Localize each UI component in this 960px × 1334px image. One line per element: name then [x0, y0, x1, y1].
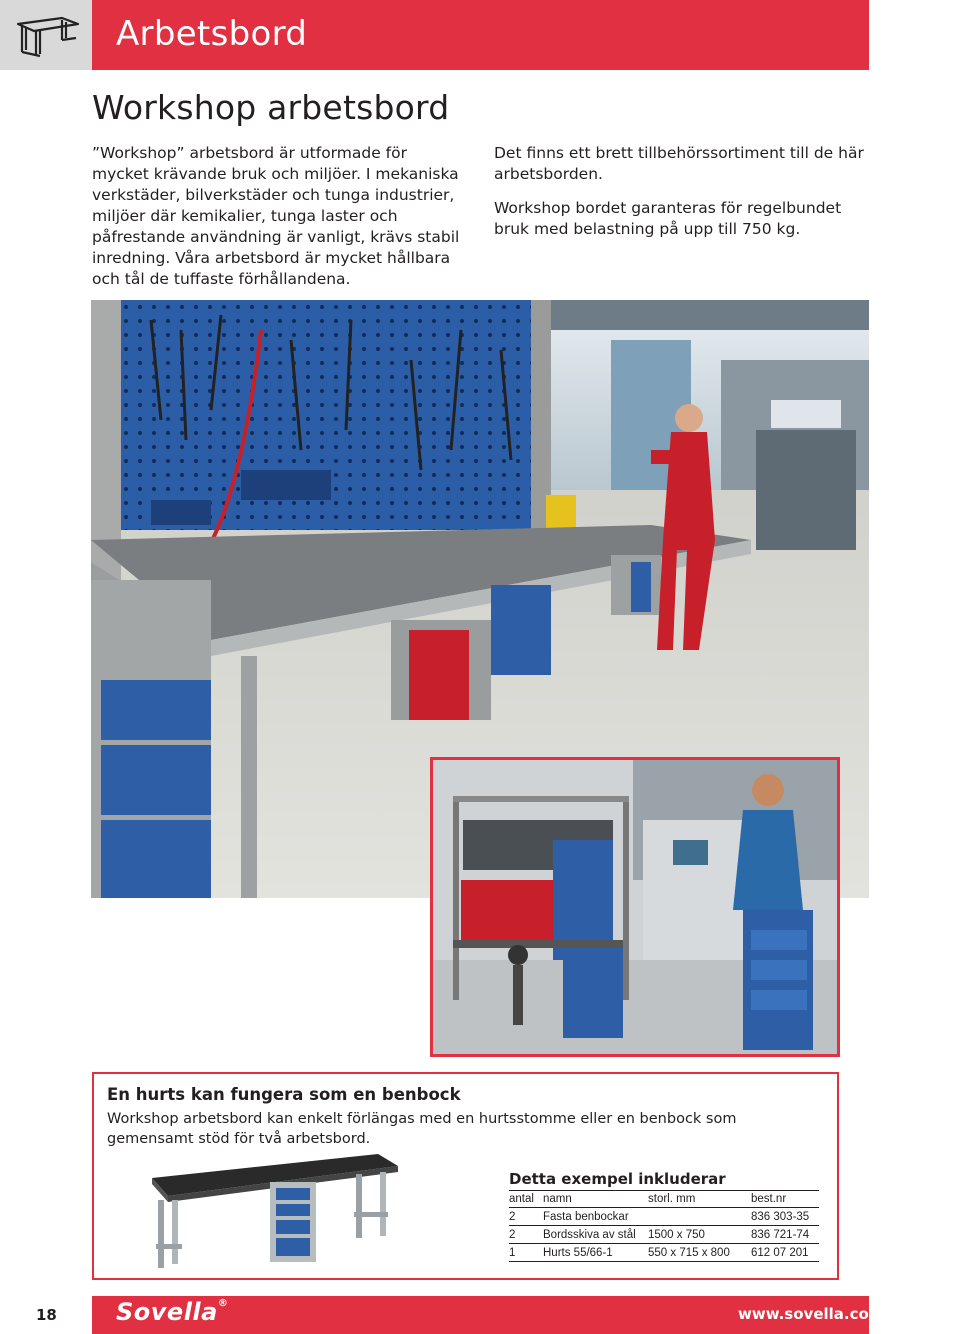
intro-right [494, 143, 866, 253]
info-text: Workshop arbetsbord kan enkelt förlängas med en hurtsstomme eller en benbock som gemensamt stöd för två arbetsbord. [107, 1111, 737, 1147]
cell-name: Hurts 55/66-1 [543, 1244, 648, 1262]
table-title: Detta exempel inkluderar [509, 1170, 726, 1188]
intro-right-paragraph-1: Det finns ett brett tillbehörssortiment till de här arbetsborden. [494, 144, 864, 183]
table-row [509, 1208, 819, 1226]
cell-size: 1500 x 750 [648, 1226, 751, 1244]
inset-photo [430, 757, 840, 1057]
cell-size: 550 x 715 x 800 [648, 1244, 751, 1262]
cell-name: Fasta benbockar [543, 1208, 648, 1226]
col-header-order-number: best.nr [751, 1191, 819, 1208]
brand-name: Sovella [116, 1298, 218, 1326]
brand-logo [116, 1298, 228, 1326]
col-header-size: storl. mm [648, 1191, 751, 1208]
col-header-name: namn [543, 1191, 648, 1208]
registered-mark: ® [217, 1298, 229, 1309]
cell-size [648, 1208, 751, 1226]
cell-order-number: 836 721-74 [751, 1226, 819, 1244]
col-header-quantity: antal [509, 1191, 543, 1208]
page-title: Workshop arbetsbord [92, 88, 450, 127]
intro-left-paragraph: ”Workshop” arbetsbord är utformade för mycket krävande bruk och miljöer. I mekaniska verkstäder, bilverkstäder och tunga industrier, miljöer där kemikalier, tunga laster och påfrestande användning är vanligt, krävs stabil inredning. Våra arbetsbord är mycket hållbara och tål de tuffaste förhållandena. [92, 144, 460, 288]
cell-quantity: 2 [509, 1226, 543, 1244]
desk-icon [0, 0, 92, 70]
page-number: 18 [36, 1306, 57, 1324]
cell-order-number: 612 07 201 [751, 1244, 819, 1262]
parts-table [509, 1190, 819, 1262]
table-row [509, 1244, 819, 1262]
intro-right-paragraph-2: Workshop bordet garanteras för regelbundet bruk med belastning på upp till 750 kg. [494, 199, 842, 238]
bench-illustration [128, 1152, 402, 1272]
cell-name: Bordsskiva av stål [543, 1226, 648, 1244]
cell-order-number: 836 303-35 [751, 1208, 819, 1226]
cell-quantity: 2 [509, 1208, 543, 1226]
intro-left [92, 143, 466, 290]
table-header-row [509, 1191, 819, 1208]
cell-quantity: 1 [509, 1244, 543, 1262]
section-title: Arbetsbord [116, 14, 308, 54]
website-link[interactable]: www.sovella.com [738, 1305, 885, 1323]
table-row [509, 1226, 819, 1244]
header-icon-box [0, 0, 92, 70]
info-title: En hurts kan fungera som en benbock [107, 1085, 461, 1104]
